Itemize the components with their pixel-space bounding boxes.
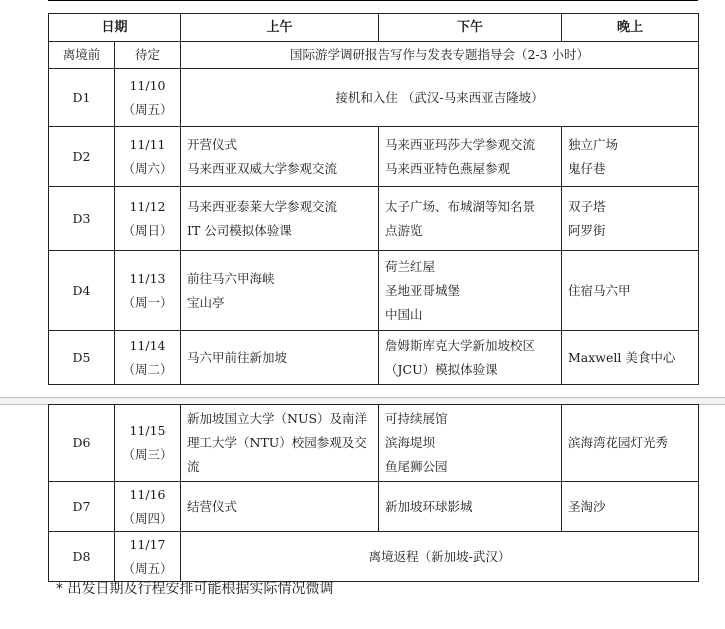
itinerary-table-part1 bbox=[48, 13, 699, 385]
date-text: 11/13 bbox=[129, 270, 166, 286]
day-cell: 离境前 bbox=[49, 42, 115, 69]
evening-cell bbox=[562, 251, 699, 331]
morning-cell bbox=[181, 405, 379, 482]
activity-line: 鬼仔巷 bbox=[568, 160, 606, 176]
date-cell: 待定 bbox=[115, 42, 181, 69]
afternoon-cell bbox=[379, 187, 562, 251]
activity-line: 流 bbox=[187, 459, 200, 474]
header-row bbox=[49, 14, 699, 42]
day-cell: D2 bbox=[49, 127, 115, 187]
activity-span-cell: 接机和入住 （武汉-马来西亚吉隆坡） bbox=[181, 69, 699, 127]
date-text: 11/15 bbox=[129, 423, 166, 438]
evening-cell bbox=[562, 405, 699, 482]
table-row-pre bbox=[49, 42, 699, 69]
afternoon-cell bbox=[379, 127, 562, 187]
activity-line: 马来西亚玛莎大学参观交流 bbox=[385, 136, 536, 152]
activity-line: 詹姆斯库克大学新加坡校区 bbox=[385, 337, 536, 353]
weekday-text: （周五） bbox=[122, 101, 173, 117]
date-text: 11/11 bbox=[129, 136, 166, 152]
activity-line: 结营仪式 bbox=[187, 498, 238, 514]
day-cell: D5 bbox=[49, 331, 115, 385]
activity-line: 可持续展馆 bbox=[385, 411, 448, 426]
activity-line: 滨海堤坝 bbox=[385, 435, 436, 450]
activity-line: 新加坡环球影城 bbox=[385, 498, 473, 514]
day-cell: D6 bbox=[49, 405, 115, 482]
activity-line: 鱼尾狮公园 bbox=[385, 459, 448, 474]
table-row-d7 bbox=[49, 482, 699, 532]
table-row-d2 bbox=[49, 127, 699, 187]
table-row-d5 bbox=[49, 331, 699, 385]
day-cell: D4 bbox=[49, 251, 115, 331]
date-text: 11/10 bbox=[129, 77, 166, 93]
date-text: 11/17 bbox=[129, 536, 166, 552]
activity-line: 圣地亚哥城堡 bbox=[385, 282, 461, 298]
activity-line: 马来西亚泰莱大学参观交流 bbox=[187, 198, 338, 214]
date-cell bbox=[115, 69, 181, 127]
activity-line: 前往马六甲海峡 bbox=[187, 270, 275, 286]
activity-line: 住宿马六甲 bbox=[568, 282, 631, 298]
activity-line: 马六甲前往新加坡 bbox=[187, 349, 288, 365]
header-evening: 晚上 bbox=[562, 14, 699, 42]
morning-cell bbox=[181, 127, 379, 187]
date-cell bbox=[115, 532, 181, 582]
date-cell bbox=[115, 405, 181, 482]
activity-line: 滨海湾花园灯光秀 bbox=[568, 435, 669, 450]
activity-line: 新加坡国立大学（NUS）及南洋 bbox=[187, 411, 368, 426]
evening-cell bbox=[562, 482, 699, 532]
morning-cell bbox=[181, 482, 379, 532]
activity-line: 开营仪式 bbox=[187, 136, 238, 152]
afternoon-cell bbox=[379, 331, 562, 385]
weekday-text: （周二） bbox=[122, 361, 173, 377]
evening-cell bbox=[562, 331, 699, 385]
morning-cell bbox=[181, 251, 379, 331]
activity-line: 中国山 bbox=[385, 306, 423, 322]
footnote: * 出发日期及行程安排可能根据实际情况微调 bbox=[56, 581, 334, 597]
afternoon-cell bbox=[379, 251, 562, 331]
weekday-text: （周日） bbox=[122, 222, 173, 238]
activity-line: 马来西亚特色燕屋参观 bbox=[385, 160, 511, 176]
date-text: 11/14 bbox=[129, 337, 166, 353]
table-row-d3 bbox=[49, 187, 699, 251]
header-afternoon: 下午 bbox=[379, 14, 562, 42]
activity-line: 点游览 bbox=[385, 222, 423, 238]
activity-line: （JCU）模拟体验课 bbox=[385, 361, 498, 377]
table-row-d6 bbox=[49, 405, 699, 482]
afternoon-cell bbox=[379, 405, 562, 482]
date-cell bbox=[115, 482, 181, 532]
itinerary-table-part2 bbox=[48, 404, 699, 582]
date-cell bbox=[115, 331, 181, 385]
date-text: 11/16 bbox=[129, 486, 166, 502]
date-cell bbox=[115, 127, 181, 187]
activity-line: Maxwell 美食中心 bbox=[568, 349, 676, 365]
activity-span-cell: 国际游学调研报告写作与发表专题指导会（2-3 小时） bbox=[181, 42, 699, 69]
day-cell: D3 bbox=[49, 187, 115, 251]
activity-line: 荷兰红屋 bbox=[385, 258, 436, 274]
date-cell bbox=[115, 251, 181, 331]
day-cell: D8 bbox=[49, 532, 115, 582]
day-cell: D1 bbox=[49, 69, 115, 127]
activity-line: 理工大学（NTU）校园参观及交 bbox=[187, 435, 367, 450]
morning-cell bbox=[181, 331, 379, 385]
activity-line: 双子塔 bbox=[568, 198, 606, 214]
evening-cell bbox=[562, 127, 699, 187]
activity-line: 圣淘沙 bbox=[568, 498, 606, 514]
weekday-text: （周三） bbox=[122, 447, 173, 462]
morning-cell bbox=[181, 187, 379, 251]
header-date: 日期 bbox=[49, 14, 181, 42]
activity-line: 宝山亭 bbox=[187, 294, 225, 310]
weekday-text: （周五） bbox=[122, 560, 173, 576]
date-text: 11/12 bbox=[129, 198, 166, 214]
activity-line: 太子广场、布城湖等知名景 bbox=[385, 198, 536, 214]
table-row-d8 bbox=[49, 532, 699, 582]
activity-line: 马来西亚双威大学参观交流 bbox=[187, 160, 338, 176]
afternoon-cell bbox=[379, 482, 562, 532]
activity-span-cell: 离境返程（新加坡-武汉） bbox=[181, 532, 699, 582]
weekday-text: （周四） bbox=[122, 510, 173, 526]
activity-line: 阿罗街 bbox=[568, 222, 606, 238]
date-cell bbox=[115, 187, 181, 251]
weekday-text: （周六） bbox=[122, 160, 173, 176]
day-cell: D7 bbox=[49, 482, 115, 532]
table-top-border bbox=[48, 0, 698, 1]
weekday-text: （周一） bbox=[122, 294, 173, 310]
table-row-d4 bbox=[49, 251, 699, 331]
header-morning: 上午 bbox=[181, 14, 379, 42]
evening-cell bbox=[562, 187, 699, 251]
table-row-d1 bbox=[49, 69, 699, 127]
activity-line: 独立广场 bbox=[568, 136, 619, 152]
activity-line: IT 公司模拟体验课 bbox=[187, 222, 292, 238]
